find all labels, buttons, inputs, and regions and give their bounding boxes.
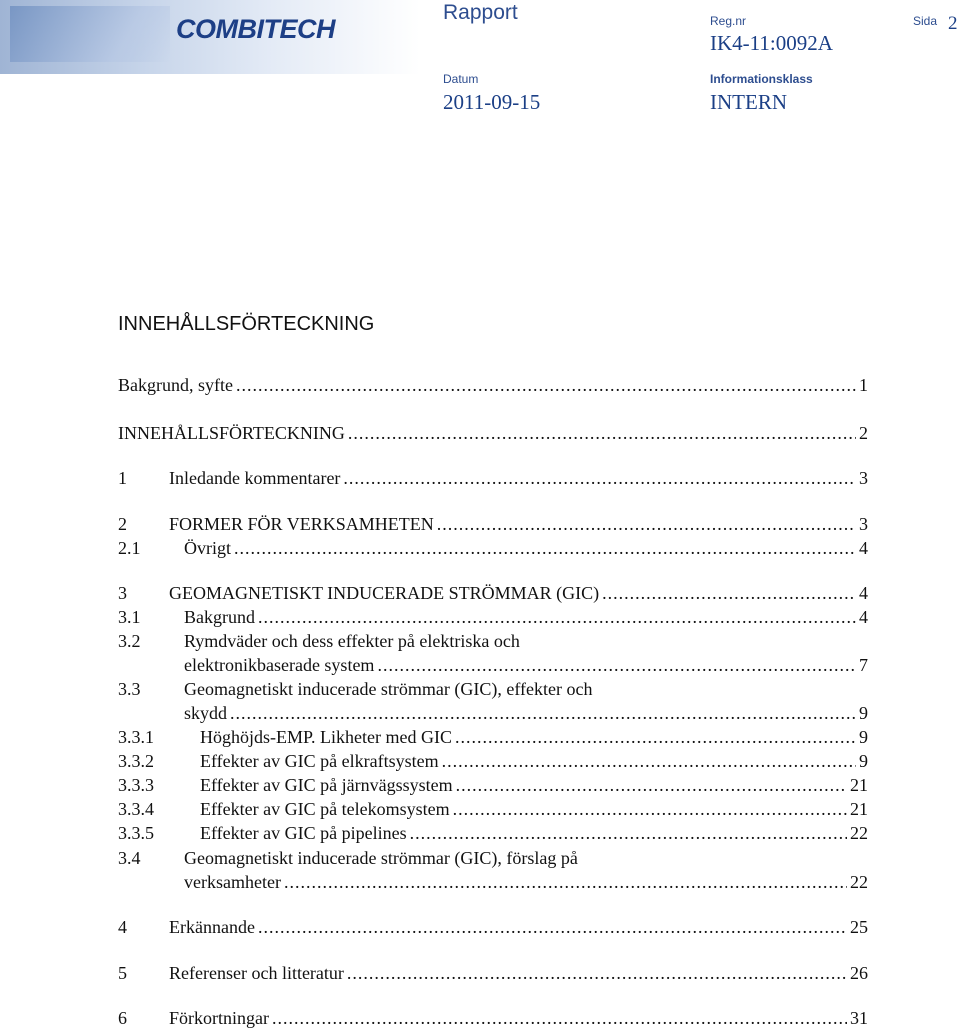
toc-entry-page: 9 [859,751,868,771]
toc-entry-title: Erkännande [169,917,255,937]
toc-entry-number: 3.3 [118,679,141,699]
toc-entry-title: Höghöjds-EMP. Likheter med GIC [200,727,452,747]
toc-entry-number: 3.3.2 [118,751,154,771]
toc-entry-number: 6 [118,1008,127,1028]
toc-entry-page: 2 [859,423,868,443]
toc-entry-title: FORMER FÖR VERKSAMHETEN [169,514,434,534]
toc-leader [258,605,856,629]
toc-entry-first-line[interactable] [118,629,868,653]
toc-entry-page: 4 [859,607,868,627]
toc-leader [602,581,856,605]
toc-entry-number: 5 [118,963,127,983]
toc-entry-title: Rymdväder och dess effekter på elektriska och [184,631,520,651]
toc-entry-number: 2 [118,514,127,534]
toc-entry-continuation[interactable] [184,653,868,677]
toc-entry-number: 3.3.5 [118,823,154,843]
logo-mark-graphic [10,6,170,62]
toc-entry-first-line[interactable] [118,846,868,870]
toc-entry-page: 25 [850,917,868,937]
toc-leader [343,466,856,490]
toc-entry[interactable] [118,581,868,605]
toc-leader [272,1006,847,1030]
toc-leader [258,915,847,939]
toc-entry-page: 9 [859,703,868,723]
toc-entry-title-continued: skydd [184,703,228,723]
toc-entry-page: 4 [859,538,868,558]
page-number: 2 [948,13,958,34]
toc-entry-title: GEOMAGNETISKT INDUCERADE STRÖMMAR (GIC) [169,583,600,603]
toc-leader [455,725,856,749]
toc-entry-page: 3 [859,468,868,488]
toc-entry[interactable] [118,512,868,536]
toc-entry-number: 3.1 [118,607,141,627]
toc-entry-page: 21 [850,775,868,795]
toc-entry-title: Effekter av GIC på elkraftsystem [200,751,439,771]
toc-entry-title: INNEHÅLLSFÖRTECKNING [118,423,345,443]
logo-band [0,0,420,74]
toc-entry-page: 4 [859,583,868,603]
toc-entry-continuation[interactable] [184,701,868,725]
toc-leader [348,421,856,445]
toc-entry-title-continued: verksamheter [184,872,281,892]
toc-entry-number: 2.1 [118,538,141,558]
toc-entry-number: 3.3.1 [118,727,154,747]
toc-entry[interactable] [118,536,868,560]
toc-entry-title: Geomagnetiskt inducerade strömmar (GIC), effekter och [184,679,593,699]
toc-entry-title: Effekter av GIC på pipelines [200,823,407,843]
toc-entry-number: 3.4 [118,848,141,868]
toc-entry-number: 3 [118,583,127,603]
toc-entry[interactable] [118,821,868,845]
toc-leader [236,373,856,397]
toc-entry-page: 26 [850,963,868,983]
toc-entry[interactable] [118,915,868,939]
toc-leader [284,870,847,894]
toc-entry-page: 9 [859,727,868,747]
regnr-label: Reg.nr [710,14,747,28]
toc-entry-title: Effekter av GIC på järnvägssystem [200,775,453,795]
toc-entry-title: Inledande kommentarer [169,468,341,488]
toc-entry-title: Bakgrund [184,607,255,627]
toc-entry-number: 3.3.4 [118,799,154,819]
toc-entry-title: Förkortningar [169,1008,269,1028]
info-class-value: INTERN [710,90,787,114]
toc-entry-page: 1 [859,375,868,395]
toc-entry-title: Bakgrund, syfte [118,375,233,395]
report-type-label: Rapport [443,1,518,24]
toc-entry[interactable] [118,749,868,773]
toc-entry-title: Referenser och litteratur [169,963,344,983]
toc-entry[interactable] [118,773,868,797]
toc-entry-page: 22 [850,823,868,843]
toc-entry[interactable] [118,725,868,749]
company-logo: COMBITECH [176,14,335,44]
toc-entry[interactable] [118,797,868,821]
toc-entry-title: Övrigt [184,538,231,558]
date-value: 2011-09-15 [443,90,541,114]
toc-entry-continuation[interactable] [184,870,868,894]
toc-leader [410,821,847,845]
toc-entry[interactable] [118,373,868,397]
toc-entry-title-continued: elektronikbaserade system [184,655,375,675]
toc-leader [456,773,847,797]
toc-leader [234,536,856,560]
toc-entry-number: 3.2 [118,631,141,651]
toc-entry-page: 21 [850,799,868,819]
toc-heading: INNEHÅLLSFÖRTECKNING [118,313,375,335]
toc-entry[interactable] [118,1006,868,1030]
toc-entry[interactable] [118,421,868,445]
info-class-label: Informationsklass [710,72,813,86]
toc-entry-page: 22 [850,872,868,892]
date-label: Datum [443,72,479,86]
toc-leader [453,797,847,821]
toc-entry-page: 3 [859,514,868,534]
toc-entry[interactable] [118,466,868,490]
toc-leader [377,653,856,677]
toc-entry-title: Geomagnetiskt inducerade strömmar (GIC), förslag på [184,848,578,868]
page-label: Sida [913,14,938,28]
toc-entry-first-line[interactable] [118,677,868,701]
toc-entry-title: Effekter av GIC på telekomsystem [200,799,450,819]
toc-entry[interactable] [118,605,868,629]
toc-entry-page: 7 [859,655,868,675]
regnr-value: IK4-11:0092A [710,31,833,55]
toc-entry-page: 31 [850,1008,868,1028]
toc-leader [230,701,856,725]
toc-entry-number: 4 [118,917,127,937]
toc-entry-number: 1 [118,468,127,488]
toc-leader [442,749,856,773]
toc-leader [347,961,847,985]
toc-entry-number: 3.3.3 [118,775,154,795]
toc-entry[interactable] [118,961,868,985]
toc-leader [437,512,856,536]
